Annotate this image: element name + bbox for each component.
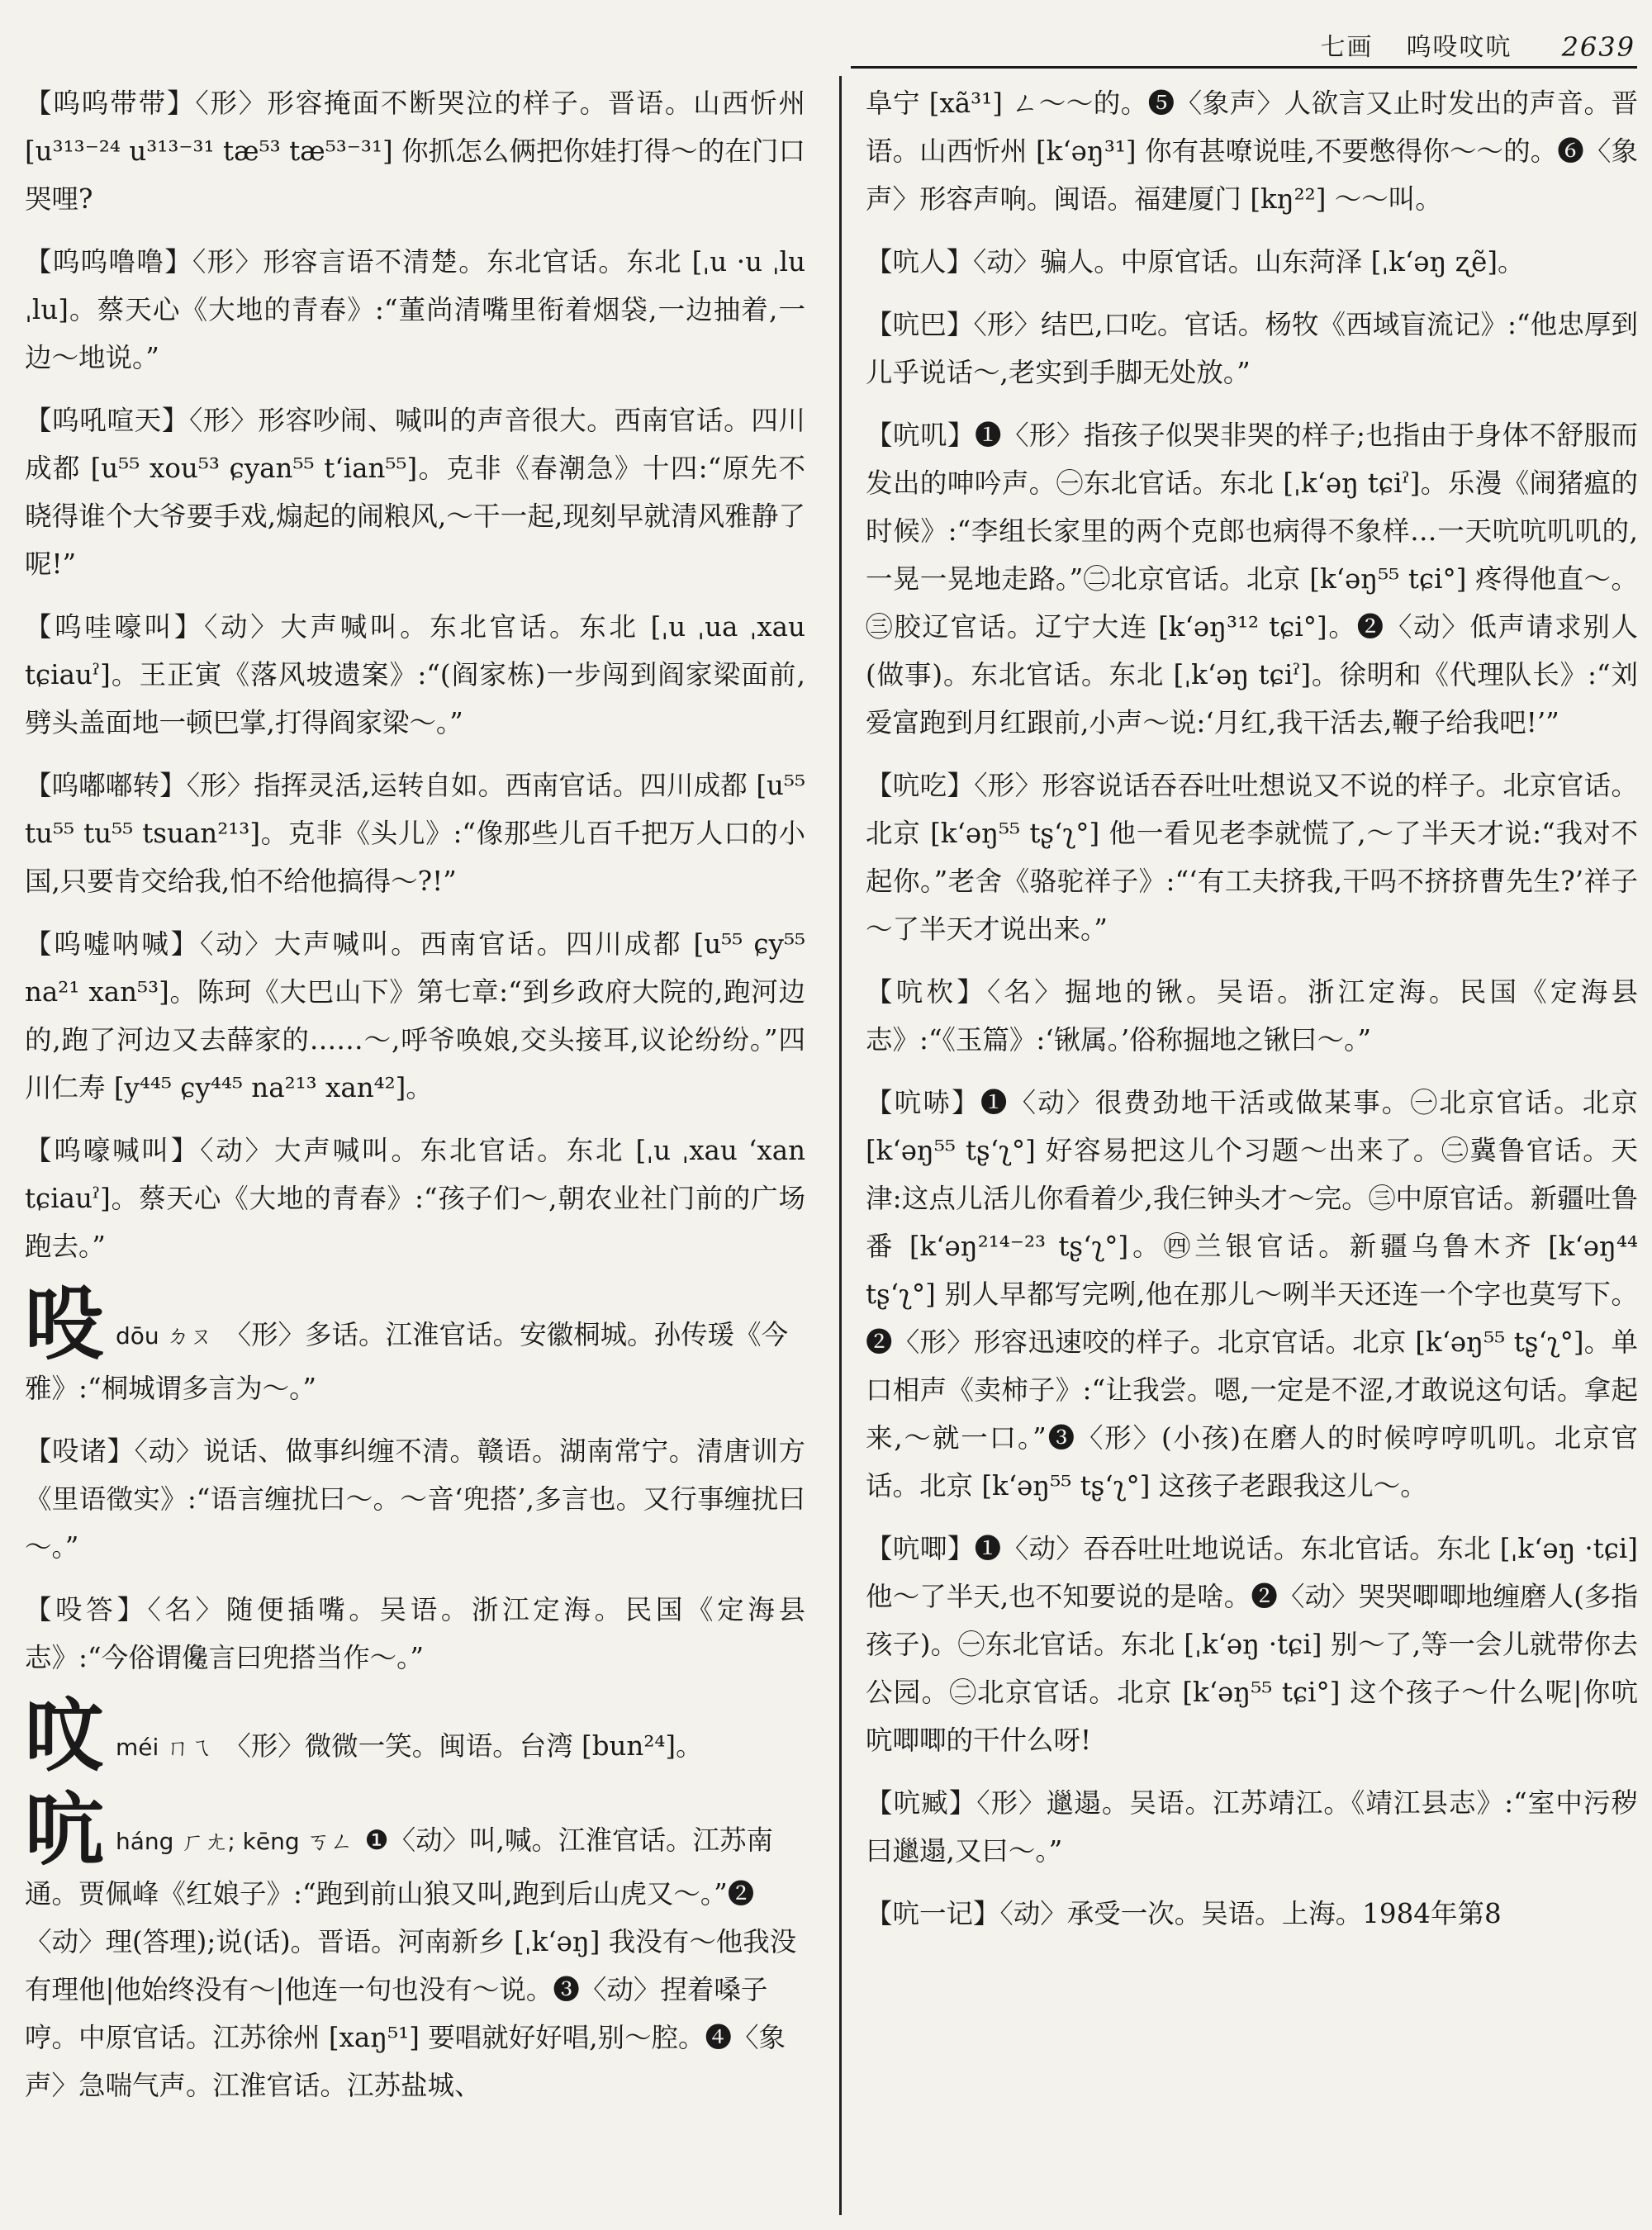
pinyin-mei: méi ㄇㄟ xyxy=(116,1734,213,1761)
char-entry-mei xyxy=(25,1689,805,1782)
char-entry-hang xyxy=(25,1783,805,2109)
pinyin-dou: dōu ㄉㄡ xyxy=(116,1322,213,1350)
entry-wuwululu: 【呜呜噜噜】〈形〉形容言语不清楚。东北官话。东北 [ˌu ·u ˌlu ˌlu]。蔡天心《大地的青春》:“董尚清嘴里衔着烟袋,一边抽着,一边～地说。” xyxy=(25,246,805,373)
pinyin-hang: háng ㄏㄤ; kēng ㄎㄥ xyxy=(116,1828,354,1855)
char-entry-dou xyxy=(25,1278,805,1412)
entry-hang-continued: 阜宁 [xã³¹] ㄥ～～的。❺〈象声〉人欲言又止时发出的声音。晋语。山西忻州 [k‘əŋ³¹] 你有甚嘹说哇,不要憋得你～～的。❻〈象声〉形容声响。闽语。福建厦门 [kŋ²²] ～～叫。 xyxy=(866,88,1638,215)
definition-hang: ❶〈动〉叫,喊。江淮官话。江苏南通。贾佩峰《红娘子》:“跑到前山狼又叫,跑到后山虎又～。”❷〈动〉理(答理);说(话)。晋语。河南新乡 [ˌk‘əŋ] 我没有～他我没有理他|他始终没有～|他连一句也没有～说。❸〈动〉捏着嗓子哼。中原官话。江苏徐州 [xaŋ⁵¹] 要唱就好好唱,别～腔。❹〈象声〉急喘气声。江淮官话。江苏盐城、 xyxy=(25,1824,797,2101)
entry-wuhouxuantian: 【呜吼喧天】〈形〉形容吵闹、喊叫的声音很大。西南官话。四川成都 [u⁵⁵ xou⁵³ ɕyan⁵⁵ t‘ian⁵⁵]。克非《春潮急》十四:“原先不晓得谁个大爷要手戏,煽起的闹粮风,～干一起,现刻早就清风雅静了呢!” xyxy=(25,405,805,580)
headchar-dou: 吺 xyxy=(25,1278,104,1371)
entry-wuwudaidai: 【呜呜带带】〈形〉形容掩面不断哭泣的样子。晋语。山西忻州 [u³¹³⁻²⁴ u³¹³⁻³¹ tæ⁵³ tæ⁵³⁻³¹] 你抓怎么俩把你娃打得～的在门口哭哩? xyxy=(25,88,805,215)
entry-wuwahaojiao: 【呜哇嚎叫】〈动〉大声喊叫。东北官话。东北 [ˌu ˌua ˌxau tɕiauˀ]。王正寅《落风坡遗案》:“(阎家栋)一步闯到阎家梁面前,劈头盖面地一顿巴掌,打得阎家梁～。” xyxy=(25,611,805,738)
right-column xyxy=(866,79,1638,1952)
entry-kengren: 【吭人】〈动〉骗人。中原官话。山东菏泽 [ˌk‘əŋ ʐẽ]。 xyxy=(866,246,1525,278)
entry-douda: 【吺答】〈名〉随便插嘴。吴语。浙江定海。民国《定海县志》:“今俗谓儳言曰兜搭当作～。” xyxy=(25,1594,805,1673)
headchar-hang: 吭 xyxy=(25,1783,104,1877)
entry-wuhaohanjiao: 【呜嚎喊叫】〈动〉大声喊叫。东北官话。东北 [ˌu ˌxau ʻxan tɕiauˀ]。蔡天心《大地的青春》:“孩子们～,朝农业社门前的广场跑去。” xyxy=(25,1135,805,1262)
entry-kengba: 【吭巴】〈形〉结巴,口吃。官话。杨牧《西域盲流记》:“他忠厚到儿乎说话～,老实到手脚无处放。” xyxy=(866,309,1638,388)
entry-douzhu: 【吺诸】〈动〉说话、做事纠缠不清。赣语。湖南常宁。清唐训方《里语徵实》:“语言缠扰曰～。～音‘兜搭’,多言也。又行事缠扰曰～。” xyxy=(25,1435,805,1563)
entry-kengchi-2: 【吭哧】❶〈动〉很费劲地干活或做某事。㊀北京官话。北京 [k‘əŋ⁵⁵ tʂ‘ʅ°] 好容易把这儿个习题～出来了。㊁冀鲁官话。天津:这点儿活儿你看着少,我仨钟头才～完。㊂中原官话。新疆吐鲁番 [k‘əŋ²¹⁴⁻²³ tʂ‘ʅ°]。㊃兰银官话。新疆乌鲁木齐 [k‘əŋ⁴⁴ tʂ‘ʅ°] 别人早都写完咧,他在那儿～咧半天还连一个字也莫写下。❷〈形〉形容迅速咬的样子。北京官话。北京 [k‘əŋ⁵⁵ tʂ‘ʅ°]。单口相声《卖柿子》:“让我尝。嗯,一定是不涩,才敢说这句话。拿起来,～就一口。”❸〈形〉(小孩)在磨人的时候哼哼叽叽。北京官话。北京 [k‘əŋ⁵⁵ tʂ‘ʅ°] 这孩子老跟我这儿～。 xyxy=(866,1087,1638,1502)
entry-kengji-2: 【吭唧】❶〈动〉吞吞吐吐地说话。东北官话。东北 [ˌk‘əŋ ·tɕi] 他～了半天,也不知要说的是啥。❷〈动〉哭哭唧唧地缠磨人(多指孩子)。㊀东北官话。东北 [ˌk‘əŋ ·tɕi] 别～了,等一会儿就带你去公园。㊁北京官话。北京 [k‘əŋ⁵⁵ tɕi°] 这个孩子～什么呢|你吭吭唧唧的干什么呀! xyxy=(866,1533,1638,1756)
entry-kengji: 【吭叽】❶〈形〉指孩子似哭非哭的样子;也指由于身体不舒服而发出的呻吟声。㊀东北官话。东北 [ˌk‘əŋ tɕiˀ]。乐漫《闹猪瘟的时候》:“李组长家里的两个克郎也病得不象样…一天吭吭叽叽的,一晃一晃地走路。”㊁北京官话。北京 [k‘əŋ⁵⁵ tɕi°] 疼得他直～。㊂胶辽官话。辽宁大连 [k‘əŋ³¹² tɕi°]。❷〈动〉低声请求别人(做事)。东北官话。东北 [ˌk‘əŋ tɕiˀ]。徐明和《代理队长》:“刘爱富跑到月红跟前,小声～说:‘月红,我干活去,鞭子给我吧!’” xyxy=(866,420,1638,738)
definition-mei: 〈形〉微微一笑。闽语。台湾 [bun²⁴]。 xyxy=(224,1730,703,1762)
header-rule xyxy=(851,66,1637,69)
left-column xyxy=(25,79,805,2124)
entry-hangxian: 【吭杴】〈名〉掘地的锹。吴语。浙江定海。民国《定海县志》:“《玉篇》:‘锹属。’俗称掘地之锹曰～。” xyxy=(866,976,1638,1056)
running-head xyxy=(859,18,1635,63)
headchar-mei: 呅 xyxy=(25,1689,104,1782)
header-chars: 呜吺呅吭 xyxy=(1406,33,1512,62)
column-divider xyxy=(839,76,842,2215)
entry-hangzang: 【吭臧】〈形〉邋遢。吴语。江苏靖江。《靖江县志》:“室中污秽曰邋遢,又曰～。” xyxy=(866,1787,1638,1867)
definition-dou: 〈形〉多话。江淮官话。安徽桐城。孙传瑗《今雅》:“桐城谓多言为～。” xyxy=(25,1319,789,1404)
entry-wududuzhuan: 【呜嘟嘟转】〈形〉指挥灵活,运转自如。西南官话。四川成都 [u⁵⁵ tu⁵⁵ tu⁵⁵ tsuan²¹³]。克非《头儿》:“像那些儿百千把万人口的小国,只要肯交给我,怕不给他搞得～?!” xyxy=(25,770,805,897)
header-strokes: 七画 xyxy=(1320,33,1374,62)
page-number: 2639 xyxy=(1561,31,1635,63)
entry-wuxunahan: 【呜嘘呐喊】〈动〉大声喊叫。西南官话。四川成都 [u⁵⁵ ɕy⁵⁵ na²¹ xan⁵³]。陈珂《大巴山下》第七章:“到乡政府大院的,跑河边的,跑了河边又去薛家的……～,呼爷唤娘,交头接耳,议论纷纷。”四川仁寿 [y⁴⁴⁵ ɕy⁴⁴⁵ na²¹³ xan⁴²]。 xyxy=(25,928,805,1103)
entry-kengchi: 【吭吃】〈形〉形容说话吞吞吐吐想说又不说的样子。北京官话。北京 [k‘əŋ⁵⁵ tʂ‘ʅ°] 他一看见老李就慌了,～了半天才说:“我对不起你。”老舍《骆驼祥子》:“‘有工夫挤我,干吗不挤挤曹先生?’祥子～了半天才说出来。” xyxy=(866,770,1638,945)
entry-hangyiji: 【吭一记】〈动〉承受一次。吴语。上海。1984年第8 xyxy=(866,1898,1502,1929)
